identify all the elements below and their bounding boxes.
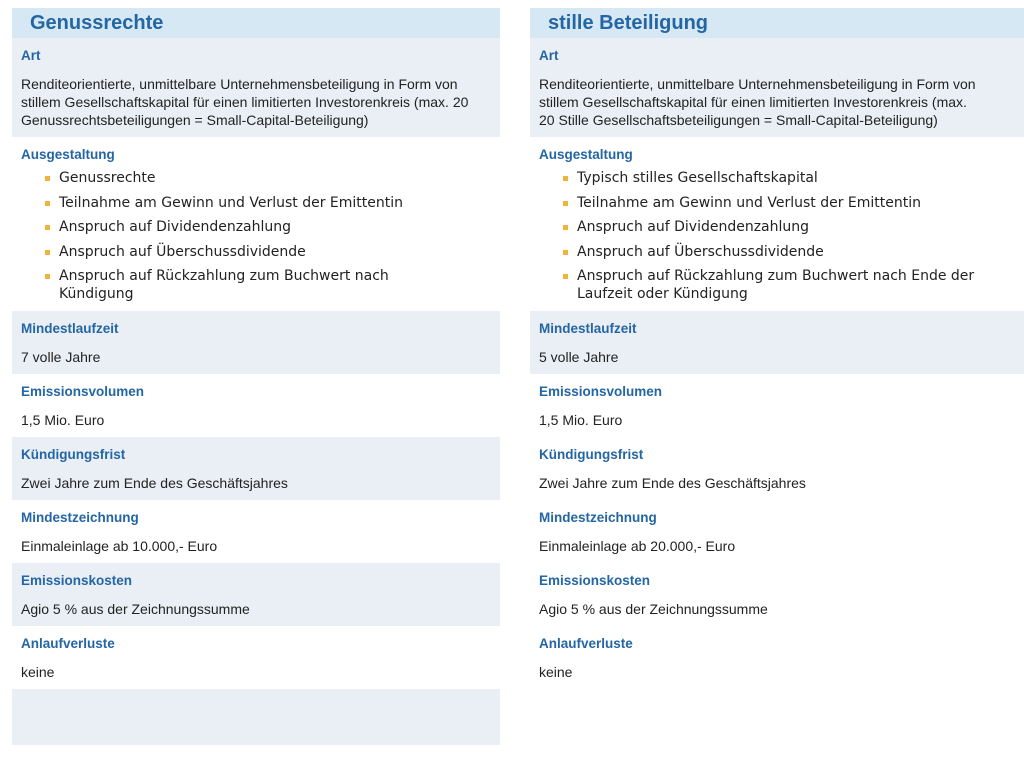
square-bullet-icon	[563, 201, 568, 206]
section-mindestzeichnung	[12, 500, 500, 563]
section-emissionskosten	[530, 563, 1024, 626]
section-label: Mindestlaufzeit	[539, 321, 637, 336]
square-bullet-icon	[563, 176, 568, 181]
feature-list	[539, 169, 1015, 303]
section-value: Renditeorientierte, unmittelbare Unternehmensbeteiligung in Form von stillem Gesellschaftskapital für einen limitierten Investorenkreis (max. 20 Stille Gesellschaftsbeteiligungen = Small-Capital-Beteiligung)	[539, 76, 976, 128]
section-mindestlaufzeit	[530, 311, 1024, 374]
section-label: Emissionskosten	[21, 573, 133, 588]
square-bullet-icon	[563, 274, 568, 279]
section-anlaufverluste	[12, 626, 500, 689]
section-label: Emissionskosten	[539, 573, 651, 588]
list-item: Anspruch auf Rückzahlung zum Buchwert nach Kündigung	[45, 267, 419, 303]
section-mindestzeichnung	[530, 500, 1024, 563]
section-label: Kündigungsfrist	[21, 447, 126, 462]
section-value: 1,5 Mio. Euro	[21, 412, 105, 428]
list-item: Teilnahme am Gewinn und Verlust der Emittentin	[45, 194, 491, 212]
list-item: Anspruch auf Rückzahlung zum Buchwert nach Ende der Laufzeit oder Kündigung	[563, 267, 1017, 303]
section-label: Kündigungsfrist	[539, 447, 644, 462]
section-label: Ausgestaltung	[21, 147, 115, 162]
square-bullet-icon	[563, 225, 568, 230]
column-title: stille Beteiligung	[530, 8, 1024, 38]
section-value: Agio 5 % aus der Zeichnungssumme	[539, 601, 768, 617]
section-label: Emissionsvolumen	[21, 384, 145, 399]
section-value: 1,5 Mio. Euro	[539, 412, 623, 428]
list-item: Anspruch auf Überschussdividende	[563, 243, 1015, 261]
square-bullet-icon	[563, 250, 568, 255]
section-value: 7 volle Jahre	[21, 349, 101, 365]
section-ausgestaltung	[12, 137, 500, 311]
section-ausgestaltung	[530, 137, 1024, 311]
section-value: Agio 5 % aus der Zeichnungssumme	[21, 601, 250, 617]
square-bullet-icon	[45, 250, 50, 255]
square-bullet-icon	[45, 225, 50, 230]
section-kuendigungsfrist	[12, 437, 500, 500]
section-label: Mindestzeichnung	[539, 510, 657, 525]
section-value: keine	[21, 664, 55, 680]
feature-list	[21, 169, 491, 303]
section-value: Zwei Jahre zum Ende des Geschäftsjahres	[539, 475, 806, 491]
section-kuendigungsfrist	[530, 437, 1024, 500]
section-emissionsvolumen	[12, 374, 500, 437]
section-label: Anlaufverluste	[539, 636, 633, 651]
section-value: keine	[539, 664, 573, 680]
column-genussrechte	[12, 8, 500, 745]
list-item: Anspruch auf Dividendenzahlung	[563, 218, 1015, 236]
section-art	[530, 38, 1024, 137]
square-bullet-icon	[45, 274, 50, 279]
section-value: 5 volle Jahre	[539, 349, 619, 365]
section-anlaufverluste	[530, 626, 1024, 689]
section-label: Ausgestaltung	[539, 147, 633, 162]
section-label: Mindestzeichnung	[21, 510, 139, 525]
column-stille-beteiligung	[530, 8, 1024, 689]
list-item: Anspruch auf Dividendenzahlung	[45, 218, 491, 236]
list-item: Anspruch auf Überschussdividende	[45, 243, 491, 261]
section-value: Zwei Jahre zum Ende des Geschäftsjahres	[21, 475, 288, 491]
section-emissionsvolumen	[530, 374, 1024, 437]
section-value: Einmaleinlage ab 10.000,- Euro	[21, 538, 218, 554]
square-bullet-icon	[45, 176, 50, 181]
list-item: Genussrechte	[45, 169, 491, 187]
section-label: Mindestlaufzeit	[21, 321, 119, 336]
section-label: Art	[539, 48, 559, 63]
section-next	[12, 689, 500, 745]
section-art	[12, 38, 500, 137]
section-value: Einmaleinlage ab 20.000,- Euro	[539, 538, 736, 554]
section-mindestlaufzeit	[12, 311, 500, 374]
section-label: Art	[21, 48, 41, 63]
section-emissionskosten	[12, 563, 500, 626]
column-title: Genussrechte	[12, 8, 500, 38]
section-value: Renditeorientierte, unmittelbare Unternehmensbeteiligung in Form von stillem Gesellschaftskapital für einen limitierten Investorenkreis (max. 20 Genussrechtsbeteiligungen = Small-Capital-Beteiligung)	[21, 76, 469, 128]
list-item: Teilnahme am Gewinn und Verlust der Emittentin	[563, 194, 1015, 212]
section-label: Emissionsvolumen	[539, 384, 663, 399]
list-item: Typisch stilles Gesellschaftskapital	[563, 169, 1015, 187]
section-label: Anlaufverluste	[21, 636, 115, 651]
square-bullet-icon	[45, 201, 50, 206]
